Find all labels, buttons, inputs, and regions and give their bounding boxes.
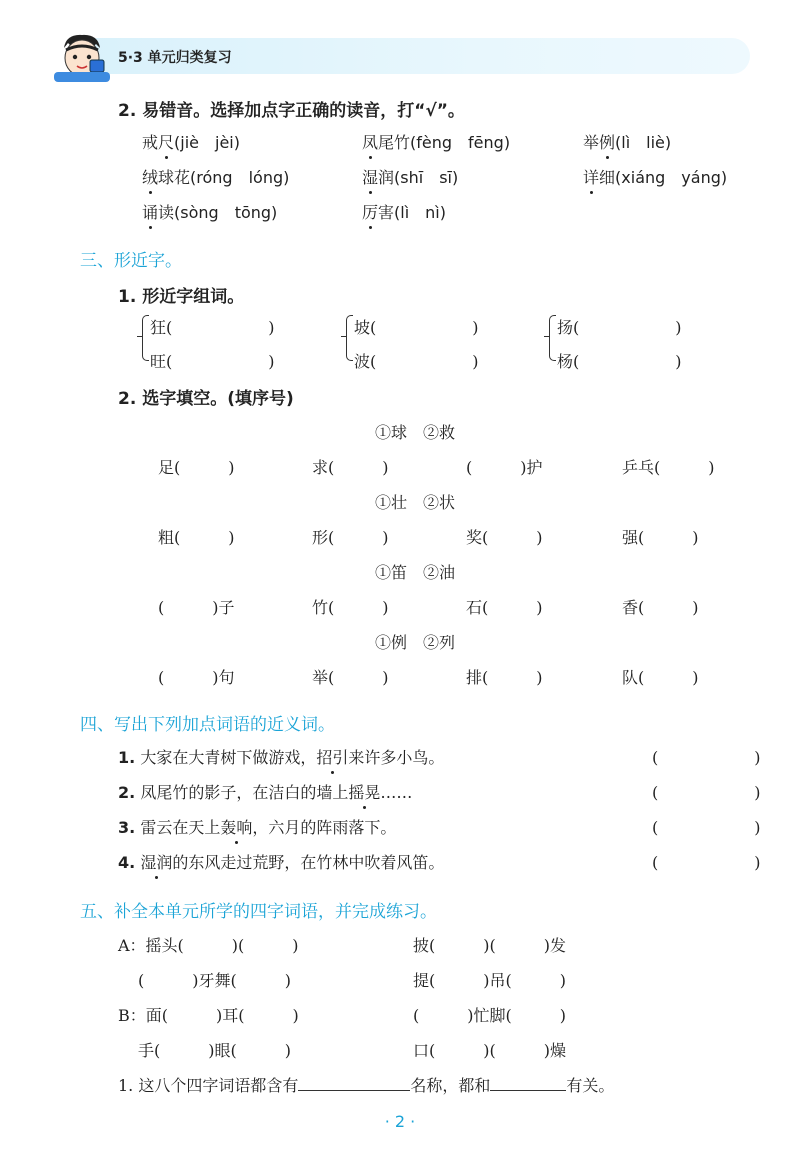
section5-title: 五、补全本单元所学的四字词语，并完成练习。 — [80, 902, 437, 922]
pinyin-item: 凤尾竹(fèng fēng) — [362, 130, 510, 153]
answer-blank: ( ) — [652, 748, 761, 767]
fill-item: 奖( ) — [466, 528, 543, 547]
fill-item: ( )子 — [158, 598, 235, 617]
pinyin-item: 湿润(shī sī) — [362, 165, 458, 188]
fill-item: 乒乓( ) — [622, 458, 715, 477]
mascot-icon — [52, 30, 114, 82]
idiom-right: 提( )吊( ) — [413, 971, 566, 990]
fill-item: 队( ) — [622, 668, 699, 687]
q1-title: 1. 形近字组词。 — [118, 287, 245, 307]
pinyin-item: 举例(lì liè) — [583, 130, 671, 153]
answer-blank: ( ) — [652, 853, 761, 872]
fill-item: 香( ) — [622, 598, 699, 617]
q2-pinyin-title: 2. 易错音。选择加点字正确的读音，打“√”。 — [118, 101, 465, 121]
q2-title: 2. 选字填空。(填序号) — [118, 389, 294, 409]
section3-title: 三、形近字。 — [80, 251, 182, 271]
pinyin-item: 详细(xiáng yáng) — [583, 165, 727, 188]
group-options: ①壮 ②状 — [375, 493, 456, 512]
pair-top: 坡( ) — [354, 318, 479, 337]
fill-item: 足( ) — [158, 458, 235, 477]
fill-item: 竹( ) — [312, 598, 389, 617]
blank-line — [298, 1074, 410, 1091]
pair-bottom: 杨( ) — [557, 352, 682, 371]
fill-item: 排( ) — [466, 668, 543, 687]
section5-question: 1. 这八个四字词语都含有 名称，都和 有关。 — [118, 1076, 615, 1095]
fill-item: 粗( ) — [158, 528, 235, 547]
answer-blank: ( ) — [652, 783, 761, 802]
pinyin-item: 诵读(sòng tōng) — [142, 200, 277, 223]
idiom-left: ( )牙舞( ) — [138, 971, 291, 990]
section4-title: 四、写出下列加点词语的近义词。 — [80, 715, 335, 735]
pair-bottom: 波( ) — [354, 352, 479, 371]
brace-icon — [346, 315, 353, 361]
pair-top: 狂( ) — [150, 318, 275, 337]
idiom-right: 口( )( )燥 — [413, 1041, 566, 1060]
fill-item: ( )护 — [466, 458, 543, 477]
blank-line — [490, 1074, 566, 1091]
header-title: 5·3 单元归类复习 — [118, 50, 232, 66]
fill-item: 求( ) — [312, 458, 389, 477]
pair-top: 扬( ) — [557, 318, 682, 337]
pinyin-item: 戒尺(jiè jèi) — [142, 130, 240, 153]
pinyin-item: 厉害(lì nì) — [362, 200, 446, 223]
synonym-item: 2. 凤尾竹的影子，在洁白的墙上摇晃…… — [118, 780, 412, 803]
pinyin-item: 绒球花(róng lóng) — [142, 165, 289, 188]
group-options: ①笛 ②油 — [375, 563, 456, 582]
fill-item: 强( ) — [622, 528, 699, 547]
answer-blank: ( ) — [652, 818, 761, 837]
group-options: ①球 ②救 — [375, 423, 456, 442]
synonym-item: 3. 雷云在天上轰响，六月的阵雨落下。 — [118, 815, 396, 838]
brace-icon — [549, 315, 556, 361]
fill-item: ( )句 — [158, 668, 235, 687]
synonym-item: 1. 大家在大青树下做游戏，招引来许多小鸟。 — [118, 745, 444, 768]
idiom-right: 披( )( )发 — [413, 936, 566, 955]
brace-icon — [142, 315, 149, 361]
page-number: · 2 · — [384, 1112, 416, 1131]
fill-item: 形( ) — [312, 528, 389, 547]
idiom-left: 手( )眼( ) — [138, 1041, 291, 1060]
idiom-left: A：摇头( )( ) — [118, 936, 299, 955]
pair-bottom: 旺( ) — [150, 352, 275, 371]
fill-item: 石( ) — [466, 598, 543, 617]
group-options: ①例 ②列 — [375, 633, 456, 652]
synonym-item: 4. 湿润的东风走过荒野，在竹林中吹着风笛。 — [118, 850, 444, 873]
fill-item: 举( ) — [312, 668, 389, 687]
idiom-right: ( )忙脚( ) — [413, 1006, 566, 1025]
idiom-left: B：面( )耳( ) — [118, 1006, 299, 1025]
